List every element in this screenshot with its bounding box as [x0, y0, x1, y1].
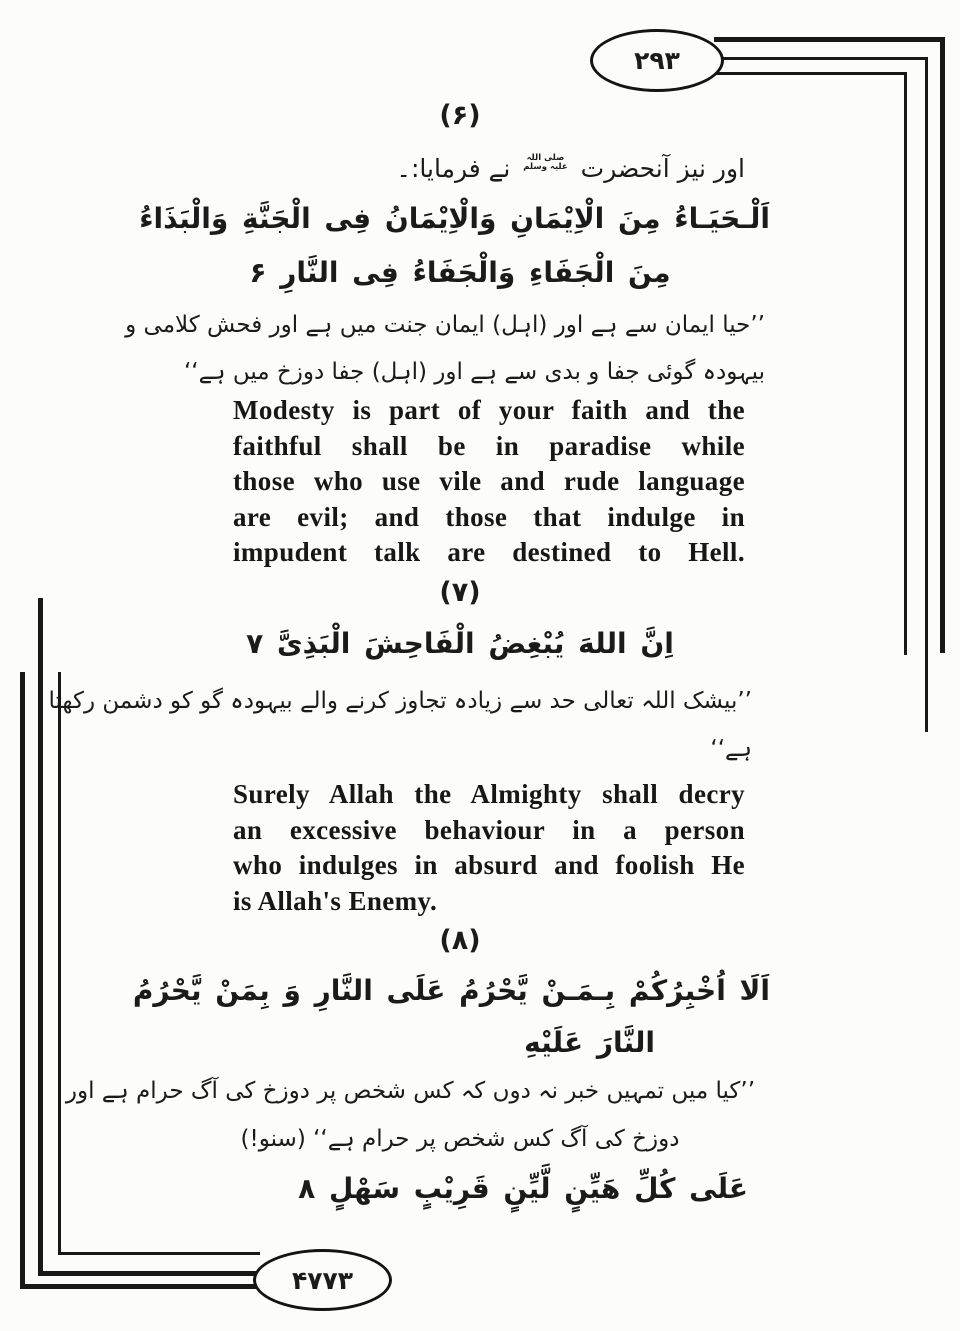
english-line: faithful shall be in paradise while [233, 430, 745, 461]
english-line: those who use vile and rude language [233, 466, 745, 496]
border-left-inner [58, 672, 61, 1255]
section-7-arabic: اِنَّ اللهَ يُبْغِضُ الْفَاحِشَ الْبَذِىَّ ۷ [246, 627, 674, 660]
border-right-middle [925, 57, 928, 732]
section-7-english-translation [233, 777, 745, 919]
section-7-heading: (۷) [439, 577, 481, 608]
hadith-number: ۴۷۷۳ [291, 1265, 354, 1295]
english-line: Surely Allah the Almighty shall decry [233, 779, 745, 809]
border-top-outer [714, 37, 945, 42]
section-8-heading: (۸) [439, 925, 481, 956]
english-line: impudent talk are destined to Hell. [233, 537, 745, 567]
border-right-inner [904, 72, 907, 655]
english-line: who indulges in absurd and foolish He [233, 850, 745, 880]
section-8-urdu-line-1: ’’کیا میں تمہیں خبر نہ دوں کہ کس شخص پر دوزخ کی آگ حرام ہے اور [65, 1078, 755, 1104]
section-7-urdu-line-2: ہے‘‘ [710, 736, 752, 762]
border-bottom-inner [58, 1252, 260, 1255]
section-6-arabic-line-1: اَلْـحَيَـاءُ مِنَ الْاِيْمَانِ وَالْاِيْمَانُ فِى الْجَنَّةِ وَالْبَذَاءُ [139, 202, 770, 235]
border-top-middle [714, 57, 928, 60]
english-line: are evil; and those that indulge in [233, 501, 745, 532]
section-7-urdu-line-1: ’’بیشک اللہ تعالی حد سے زیادہ تجاوز کرنے والے بیہودہ گو کو دشمن رکھتا [48, 688, 752, 714]
section-6-heading: (۶) [439, 100, 481, 131]
english-line: an excessive behaviour in a person [233, 814, 745, 845]
section-8-arabic-footer: عَلَى كُلِّ هَيِّنٍ لَّيِّنٍ قَرِيْبٍ سَهْلٍ ۸ [298, 1172, 748, 1205]
hadith-number-cartouche [253, 1249, 392, 1311]
english-line: is Allah's Enemy. [233, 885, 438, 916]
section-8-arabic-line-1: اَلَا اُخْبِرُكُمْ بِـمَـنْ يَّحْرُمُ عَلَى النَّارِ وَ بِمَنْ يَّحْرُمُ [132, 974, 770, 1007]
intro-text-pre: اور نیز آنحضرت [580, 154, 745, 183]
section-6-intro [150, 146, 745, 192]
border-bottom-middle [38, 1271, 260, 1276]
border-bottom-outer [20, 1284, 260, 1289]
intro-text-post: نے فرمایا:۔ [396, 154, 511, 183]
border-right-outer [940, 37, 945, 653]
section-8-arabic-line-2: النَّارَ عَلَيْهِ [524, 1026, 655, 1059]
section-6-arabic-line-2: مِنَ الْجَفَاءِ وَالْجَفَاءُ فِى النَّارِ ۶ [249, 256, 671, 289]
section-6-english-translation [233, 393, 745, 571]
section-6-urdu-line-1: ’’حیا ایمان سے ہے اور (اہل) ایمان جنت میں ہے اور فحش کلامی و [125, 312, 765, 338]
border-top-inner [714, 72, 907, 75]
page-number-cartouche [590, 29, 724, 92]
honorific-sallallahu-alayhi-wasallam [523, 154, 567, 172]
border-left-middle [38, 598, 43, 1276]
section-8-urdu-line-2: دوزخ کی آگ کس شخص پر حرام ہے‘‘ (سنو!) [240, 1126, 680, 1152]
border-left-outer [20, 672, 25, 1289]
page-number: ۲۹۳ [634, 46, 680, 75]
honorific-line-1: صلی اللہ [526, 153, 565, 163]
honorific-line-2: علیہ وسلم [523, 162, 568, 172]
english-line: Modesty is part of your faith and the [233, 395, 745, 425]
section-6-urdu-line-2: بیہودہ گوئی جفا و بدی سے ہے اور (اہل) جفا دوزخ میں ہے‘‘ [183, 359, 765, 385]
